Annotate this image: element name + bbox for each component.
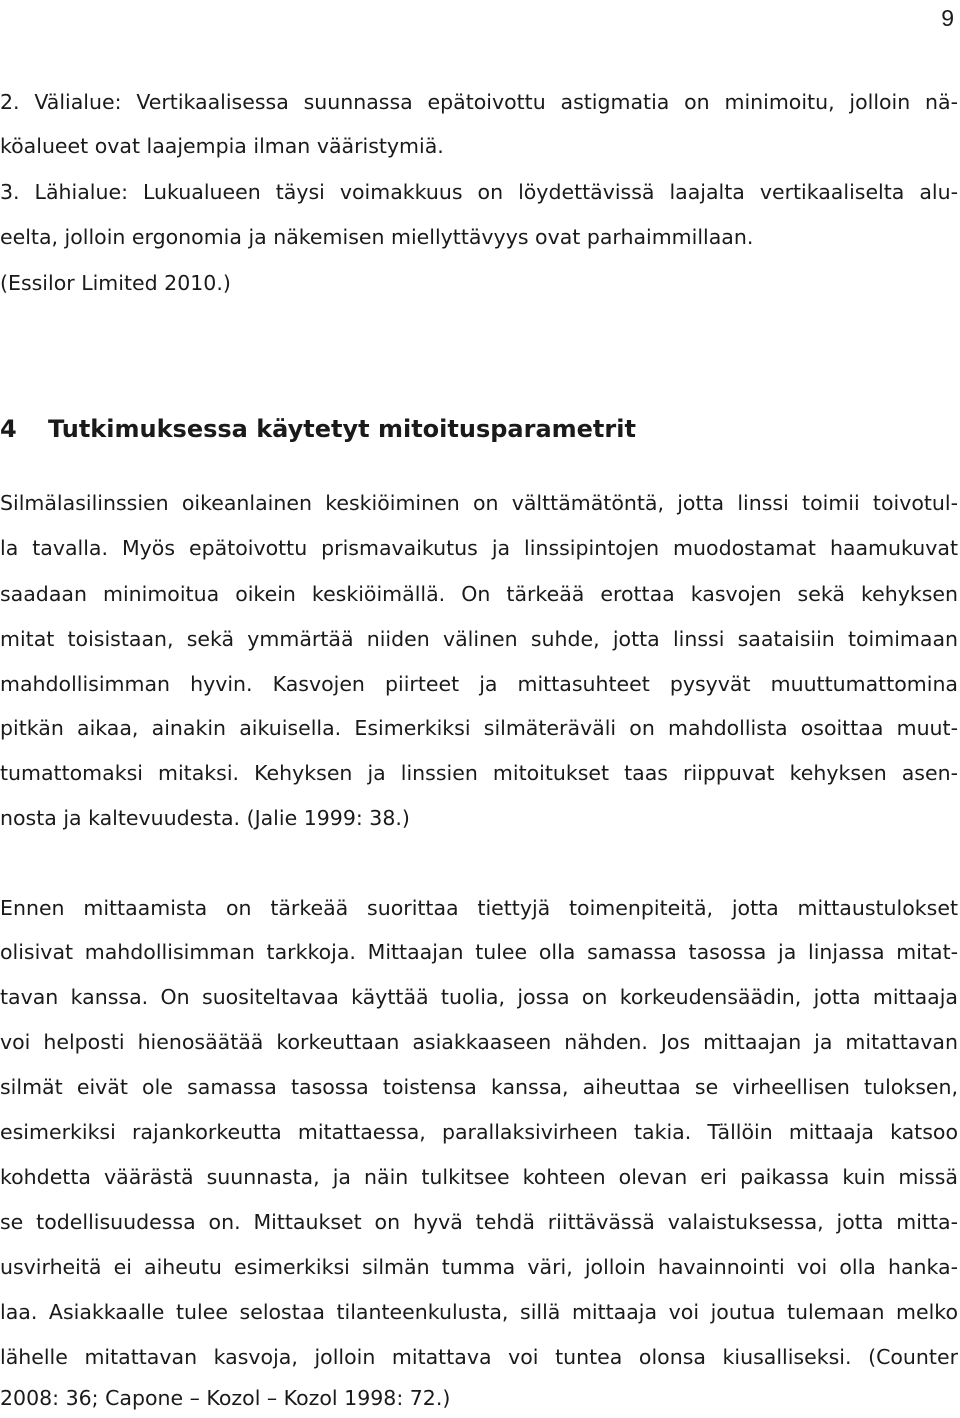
text-line: Silmälasilinssien oikeanlainen keskiöiminen on välttämätöntä, jotta linssi toimii toivotul- (0, 491, 958, 515)
text-line: mahdollisimman hyvin. Kasvojen piirteet ja mittasuhteet pysyvät muuttumattomina (0, 672, 958, 696)
citation-line: (Essilor Limited 2010.) (0, 271, 231, 295)
text-line: kohdetta väärästä suunnasta, ja näin tulkitsee kohteen olevan eri paikassa kuin missä (0, 1165, 958, 1189)
text-line: nosta ja kaltevuudesta. (Jalie 1999: 38.) (0, 806, 410, 830)
text-line: tavan kanssa. On suositeltavaa käyttää tuolia, jossa on korkeudensäädin, jotta mittaaja (0, 985, 958, 1009)
text-line: tumattomaksi mitaksi. Kehyksen ja linssien mitoitukset taas riippuvat kehyksen asen- (0, 761, 958, 785)
text-line: eelta, jolloin ergonomia ja näkemisen miellyttävyys ovat parhaimmillaan. (0, 225, 754, 249)
text-line: usvirheitä ei aiheutu esimerkiksi silmän tumma väri, jolloin havainnointi voi olla hanka- (0, 1255, 958, 1279)
text-line: se todellisuudessa on. Mittaukset on hyvä tehdä riittävässä valaistuksessa, jotta mitta- (0, 1210, 958, 1234)
text-line: laa. Asiakkaalle tulee selostaa tilanteenkulusta, sillä mittaaja voi joutua tulemaan melko (0, 1300, 958, 1324)
page-number: 9 (941, 5, 954, 31)
text-line: esimerkiksi rajankorkeutta mitattaessa, parallaksivirheen takia. Tällöin mittaaja katsoo (0, 1120, 958, 1144)
section-heading (0, 409, 636, 449)
text-line: Ennen mittaamista on tärkeää suorittaa tiettyjä toimenpiteitä, jotta mittaustulokset (0, 896, 958, 920)
text-line: 2. Välialue: Vertikaalisessa suunnassa epätoivottu astigmatia on minimoitu, jolloin nä- (0, 90, 958, 114)
text-line: olisivat mahdollisimman tarkkoja. Mittaajan tulee olla samassa tasossa ja linjassa mitat- (0, 940, 958, 964)
text-line: 2008: 36; Capone – Kozol – Kozol 1998: 72.) (0, 1386, 451, 1410)
section-number: 4 (0, 415, 17, 443)
text-line: köalueet ovat laajempia ilman vääristymiä. (0, 134, 444, 158)
text-line: silmät eivät ole samassa tasossa toistensa kanssa, aiheuttaa se virheellisen tuloksen, (0, 1075, 958, 1099)
text-line: mitat toisistaan, sekä ymmärtää niiden välinen suhde, jotta linssi saataisiin toimimaan (0, 627, 958, 651)
text-line: voi helposti hienosäätää korkeuttaan asiakkaaseen nähden. Jos mittaajan ja mitattavan (0, 1030, 958, 1054)
text-line: lähelle mitattavan kasvoja, jolloin mitattava voi tuntea olonsa kiusalliseksi. (Counter (0, 1345, 958, 1369)
text-line: saadaan minimoitua oikein keskiöimällä. On tärkeää erottaa kasvojen sekä kehyksen (0, 582, 958, 606)
text-line: la tavalla. Myös epätoivottu prismavaikutus ja linssipintojen muodostamat haamukuvat (0, 536, 958, 560)
text-line: pitkän aikaa, ainakin aikuisella. Esimerkiksi silmäteräväli on mahdollista osoittaa muut- (0, 716, 958, 740)
text-line: 3. Lähialue: Lukualueen täysi voimakkuus on löydettävissä laajalta vertikaaliselta alu- (0, 180, 958, 204)
section-title: Tutkimuksessa käytetyt mitoitusparametrit (48, 415, 636, 443)
